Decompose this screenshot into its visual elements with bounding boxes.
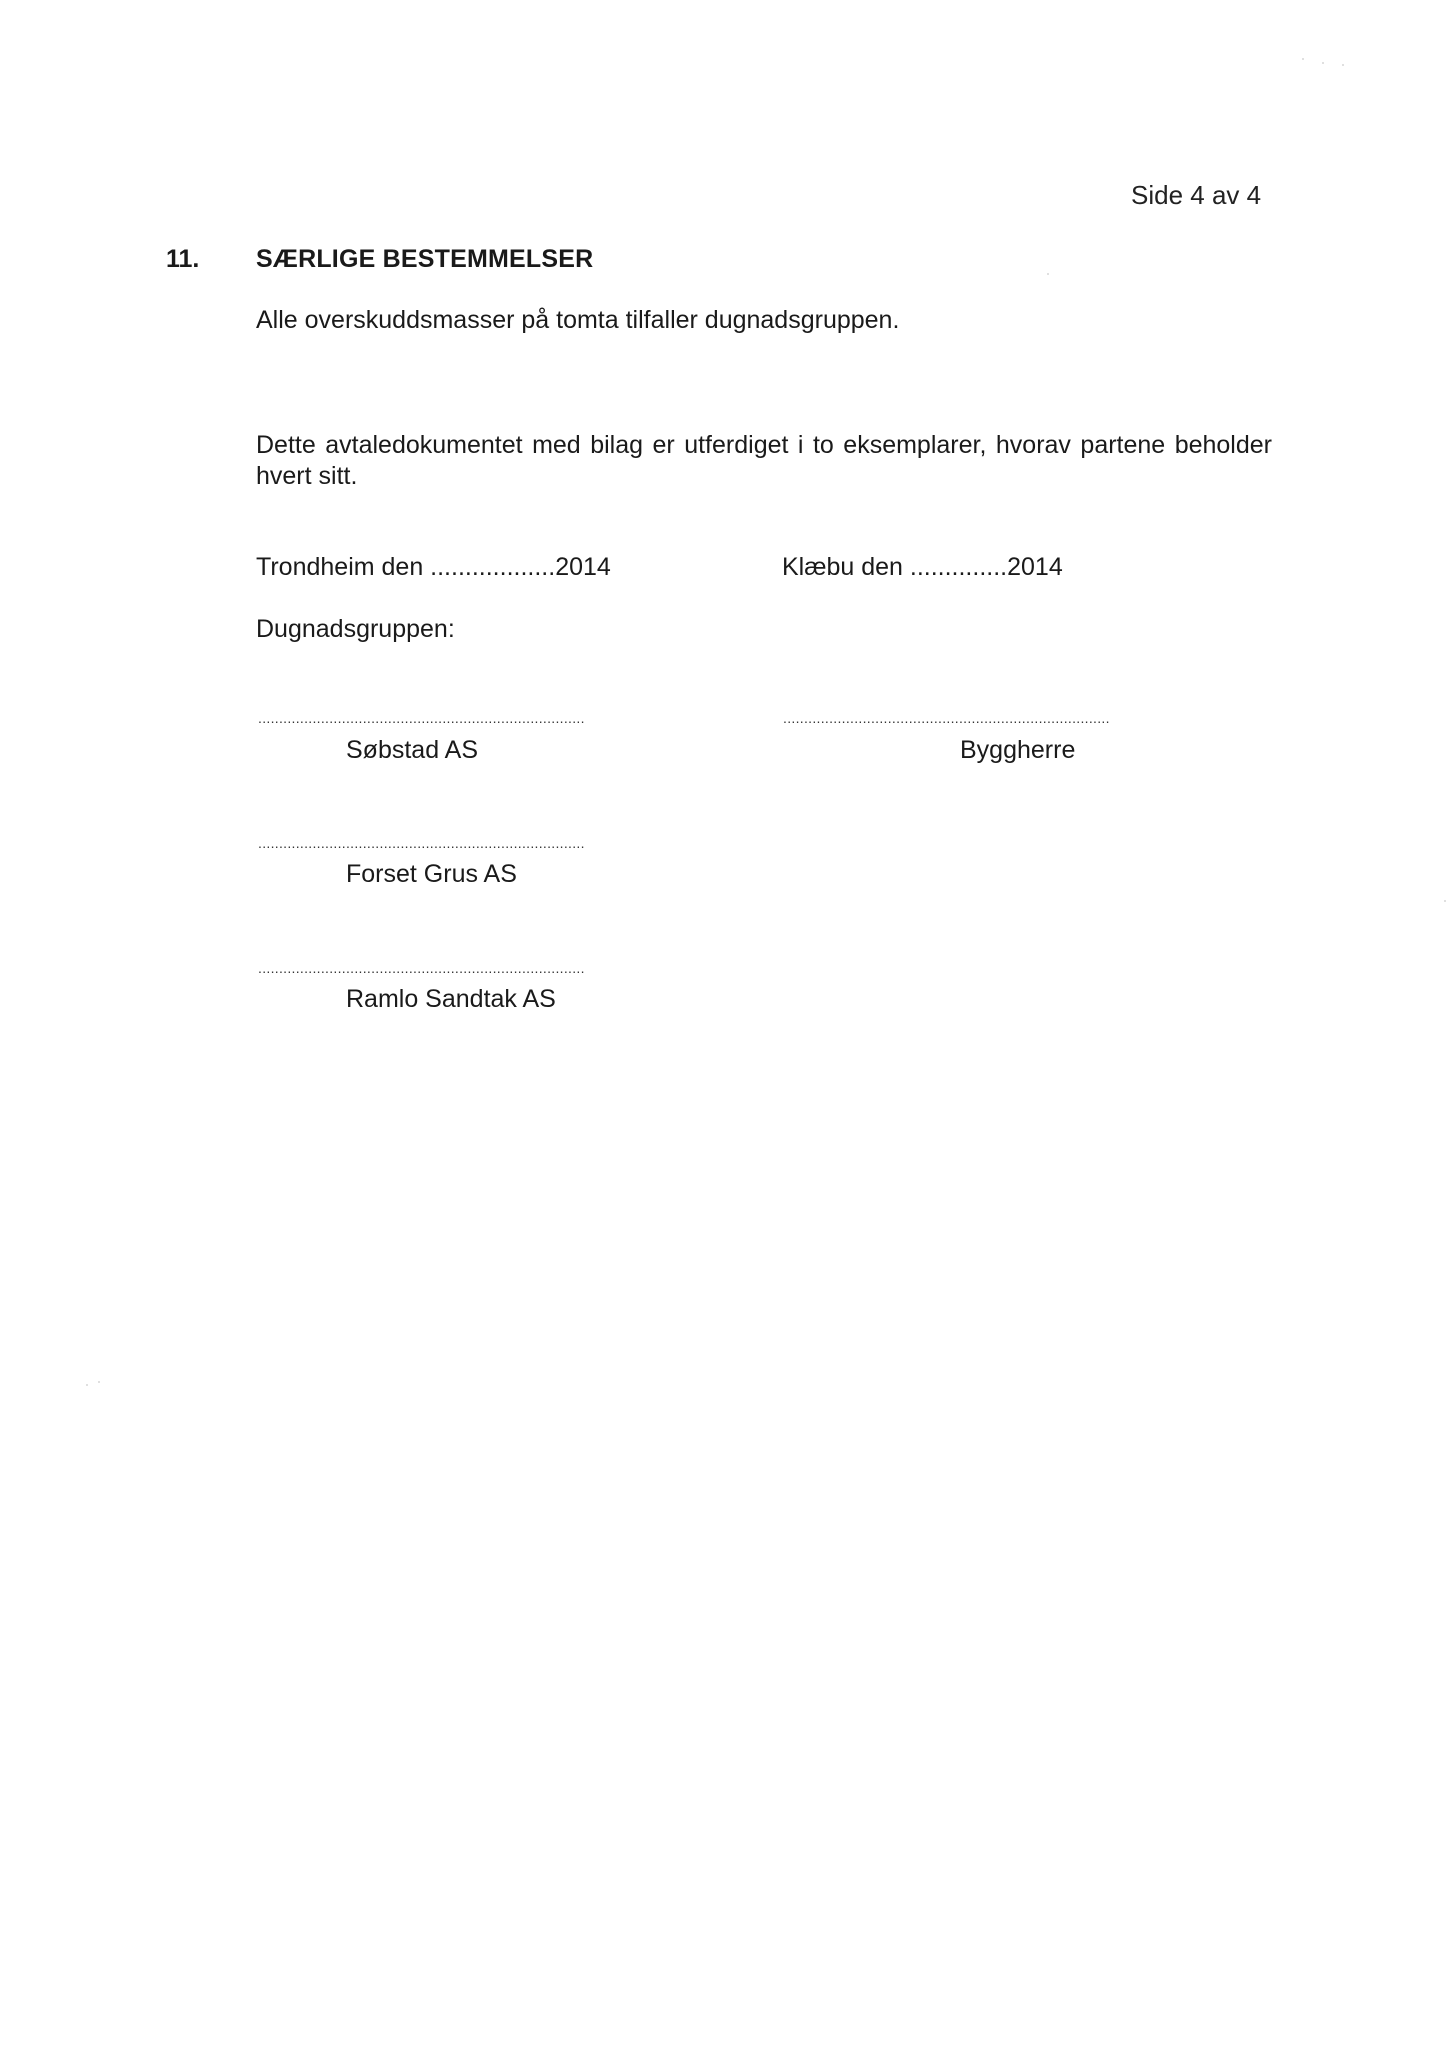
- place-date-trondheim: Trondheim den ..................2014: [256, 553, 611, 581]
- paragraph-copies: Dette avtaledokumentet med bilag er utferdiget i to eksemplarer, hvorav partene beholder hvert sitt.: [256, 431, 1272, 490]
- signature-name-byggherre: Byggherre: [960, 736, 1076, 764]
- signature-name-forset: Forset Grus AS: [346, 860, 517, 888]
- page-number: Side 4 av 4: [1131, 180, 1262, 210]
- paragraph-surplus-masses: Alle overskuddsmasser på tomta tilfaller dugnadsgruppen.: [256, 306, 900, 334]
- signature-line-sobstad: ..............................................................................: [258, 710, 585, 726]
- place-date-klaebu: Klæbu den ..............2014: [782, 553, 1063, 581]
- section-title: SÆRLIGE BESTEMMELSER: [256, 245, 594, 273]
- signature-name-ramlo: Ramlo Sandtak AS: [346, 985, 556, 1013]
- signature-line-byggherre: ..............................................................................: [783, 710, 1110, 726]
- signature-line-ramlo: ..............................................................................: [258, 960, 585, 976]
- signature-name-sobstad: Søbstad AS: [346, 736, 479, 764]
- section-number: 11.: [166, 245, 200, 273]
- group-label: Dugnadsgruppen:: [256, 615, 455, 643]
- signature-line-forset: ..............................................................................: [258, 835, 585, 851]
